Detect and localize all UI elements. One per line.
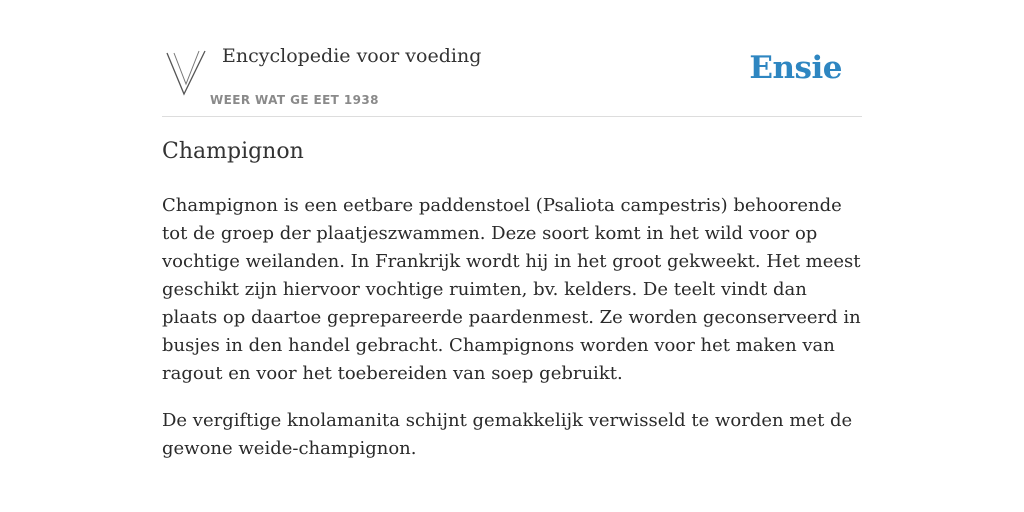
article-paragraph: De vergiftige knolamanita schijnt gemakkelijk verwisseld te worden met de gewone weide-champignon. xyxy=(162,410,853,459)
page-title: Champignon xyxy=(162,139,304,164)
site-title[interactable]: Encyclopedie voor voeding xyxy=(222,45,482,67)
article-paragraph: Champignon is een eetbare paddenstoel (Psaliota campestris) behoorende tot de groep der plaatjeszwammen. Deze soort komt in het wild voor op vochtige weilanden. In Frankrijk wordt hij in het groot gekweekt. Het meest geschikt zijn hiervoor vochtige ruimten, bv. kelders. De teelt vindt dan plaats op daartoe geprepareerde paardenmest. Ze worden geconserveerd in busjes in den handel gebracht. Champignons worden voor het maken van ragout en voor het toebereiden van soep gebruikt. xyxy=(162,195,861,384)
ensie-brand-link[interactable]: Ensie xyxy=(749,50,842,86)
v-logo-icon[interactable] xyxy=(166,48,208,96)
site-header xyxy=(162,0,862,117)
page-container xyxy=(162,0,862,459)
article-body xyxy=(162,192,862,482)
site-subtitle: WEER WAT GE EET 1938 xyxy=(210,93,379,107)
